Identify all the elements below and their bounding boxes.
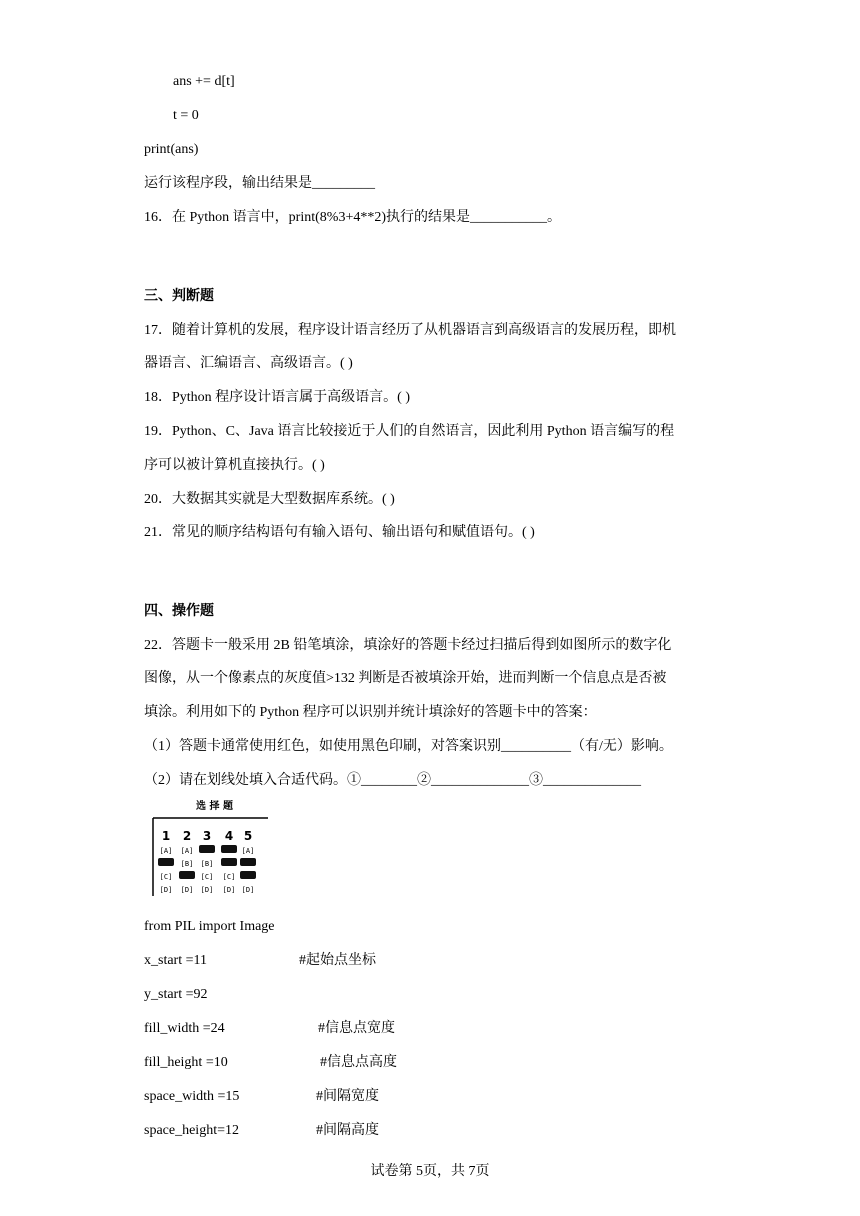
code-text: space_height=12: [144, 1123, 239, 1138]
empty-bubble-label: [D]: [180, 886, 194, 894]
filled-bubble: [199, 845, 215, 853]
code-comment: #信息点高度: [320, 1055, 397, 1070]
empty-bubble-label: [D]: [159, 886, 173, 894]
filled-bubble: [240, 858, 256, 866]
section-heading-judgment: 三、判断题: [144, 289, 214, 304]
question-15-tail: 运行该程序段，输出结果是_________: [144, 176, 375, 191]
filled-bubble: [221, 858, 237, 866]
question-22: 22．答题卡一般采用 2B 铅笔填涂，填涂好的答题卡经过扫描后得到如图所示的数字化: [144, 638, 672, 653]
filled-bubble: [240, 871, 256, 879]
sheet-question-number: 3: [202, 829, 212, 843]
question-19-cont: 序可以被计算机直接执行。( ): [144, 458, 325, 473]
code-text: from PIL import Image: [144, 919, 275, 934]
question-19: 19．Python、C、Java 语言比较接近于人们的自然语言，因此利用 Python 语言编写的程: [144, 424, 675, 439]
empty-bubble-label: [A]: [159, 847, 173, 855]
code-comment: #间隔宽度: [316, 1089, 379, 1104]
filled-bubble: [158, 858, 174, 866]
empty-bubble-label: [D]: [241, 886, 255, 894]
question-20: 20．大数据其实就是大型数据库系统。( ): [144, 492, 395, 507]
code-line: t = 0: [173, 108, 199, 123]
empty-bubble-label: [A]: [180, 847, 194, 855]
empty-bubble-label: [B]: [200, 860, 214, 868]
code-text: fill_height =10: [144, 1055, 228, 1070]
question-17-cont: 器语言、汇编语言、高级语言。( ): [144, 356, 353, 371]
empty-bubble-label: [C]: [200, 873, 214, 881]
code-line: ans += d[t]: [173, 74, 235, 89]
section-heading-operation: 四、操作题: [144, 604, 214, 619]
question-22-cont: 填涂。利用如下的 Python 程序可以识别并统计填涂好的答题卡中的答案：: [144, 705, 597, 720]
filled-bubble: [221, 845, 237, 853]
code-line: [144, 1088, 379, 1106]
code-line: [144, 1020, 395, 1038]
code-line: [144, 1054, 397, 1072]
question-21: 21．常见的顺序结构语句有输入语句、输出语句和赋值语句。( ): [144, 525, 535, 540]
question-17: 17．随着计算机的发展，程序设计语言经历了从机器语言到高级语言的发展历程，即机: [144, 323, 676, 338]
code-text: space_width =15: [144, 1089, 240, 1104]
code-line: [144, 918, 275, 936]
empty-bubble-label: [D]: [222, 886, 236, 894]
filled-bubble: [179, 871, 195, 879]
page-footer: 试卷第 5页，共 7页: [370, 1164, 490, 1179]
question-22-sub1: （1）答题卡通常使用红色，如使用黑色印刷，对答案识别__________（有/无）影响。: [144, 739, 673, 754]
answer-sheet-figure: [150, 800, 275, 898]
sheet-question-number: 5: [243, 829, 253, 843]
empty-bubble-label: [A]: [241, 847, 255, 855]
sheet-question-number: 1: [161, 829, 171, 843]
code-line: [144, 952, 376, 970]
code-line: [144, 986, 208, 1004]
question-22-sub2: （2）请在划线处填入合适代码。①________②______________③______________: [144, 773, 641, 788]
code-comment: #起始点坐标: [299, 953, 376, 968]
code-line: print(ans): [144, 142, 199, 157]
question-16: 16．在 Python 语言中，print(8%3+4**2)执行的结果是___________。: [144, 210, 561, 225]
code-line: [144, 1122, 379, 1140]
answer-sheet-image: [150, 800, 275, 898]
empty-bubble-label: [C]: [159, 873, 173, 881]
question-18: 18．Python 程序设计语言属于高级语言。( ): [144, 390, 410, 405]
sheet-question-number: 4: [224, 829, 234, 843]
empty-bubble-label: [C]: [222, 873, 236, 881]
empty-bubble-label: [D]: [200, 886, 214, 894]
empty-bubble-label: [B]: [180, 860, 194, 868]
code-text: x_start =11: [144, 953, 207, 968]
question-22-cont: 图像，从一个像素点的灰度值>132 判断是否被填涂开始，进而判断一个信息点是否被: [144, 671, 667, 686]
sheet-question-number: 2: [182, 829, 192, 843]
code-text: fill_width =24: [144, 1021, 225, 1036]
code-comment: #间隔高度: [316, 1123, 379, 1138]
code-text: y_start =92: [144, 987, 208, 1002]
code-comment: #信息点宽度: [318, 1021, 395, 1036]
sheet-title: 选 择 题: [196, 801, 233, 812]
